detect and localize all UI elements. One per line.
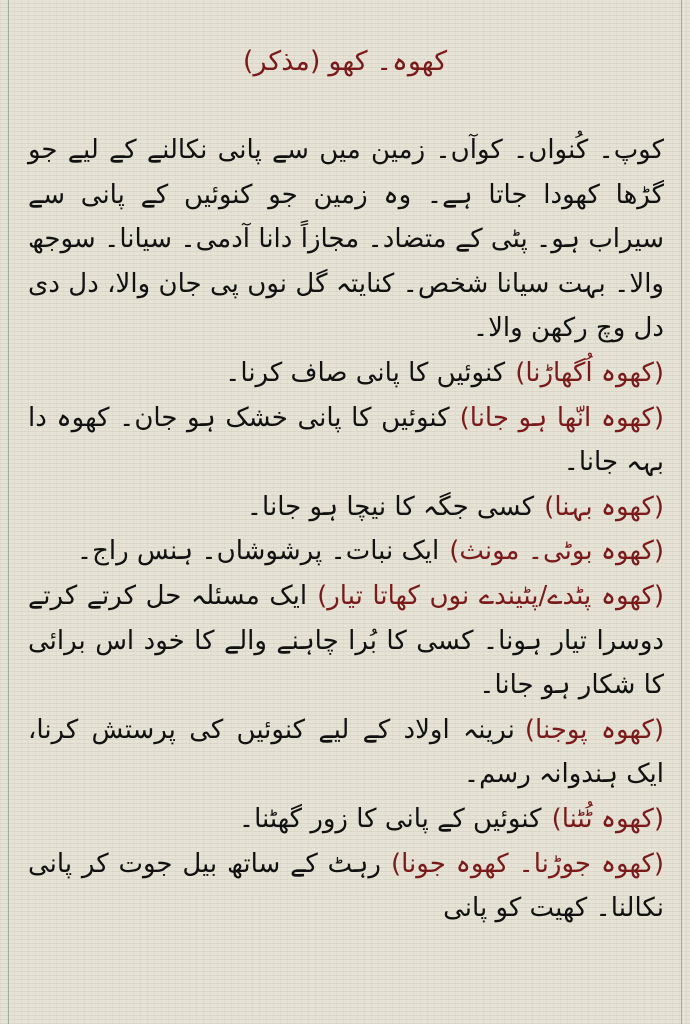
main-definition (28, 128, 664, 351)
idiom-term: (کھوہ ٹُٹنا) (551, 803, 664, 834)
idiom-entry (28, 396, 664, 485)
idiom-entry (28, 708, 664, 797)
definition-line: والا، دل دی دل وچ رکھن والا۔ (28, 268, 664, 344)
headword: کھوہ۔ کھو (328, 46, 448, 77)
idiom-meaning: رہٹ کے ساتھ بیل جوت کر پانی نکالنا۔ کھیت کو پانی (28, 848, 664, 924)
page-title (0, 40, 690, 84)
idiom-meaning: کنوئیں کا پانی صاف کرنا۔ (225, 357, 506, 388)
idiom-entry (28, 529, 664, 574)
idiom-entry (28, 574, 664, 708)
idiom-meaning: کنوئیں کا پانی خشک ہو جان۔ کھوہ دا بہہ جانا۔ (28, 402, 664, 478)
idiom-term: (کھوہ بوٹی۔ مونث) (449, 536, 664, 567)
idiom-entry (28, 351, 664, 396)
idiom-term: (کھوہ جوڑنا۔ کھوہ جونا) (390, 848, 664, 879)
idiom-term: (کھوہ پٹدے/پٹیندے نوں کھاتا تیار) (317, 580, 664, 611)
idiom-term: (کھوہ اُگھاڑنا) (515, 357, 664, 388)
idiom-meaning: ایک مسئلہ حل کرتے کرتے دوسرا (28, 580, 665, 656)
idiom-entry (28, 797, 664, 842)
idiom-entry (28, 842, 664, 931)
definition-line: مجازاً دانا آدمی۔ سیانا۔ سوجھ والا۔ بہت سیانا شخص۔ کنایتہ گل نوں پی جان (28, 224, 664, 299)
idiom-meaning-continued: تیار ہونا۔ کسی کا بُرا چاہنے والے کا خود اس برائی کا شکار ہو جانا۔ (28, 625, 664, 701)
idiom-meaning: نرینہ اولاد کے لیے کنوئیں کی پرستش کرنا، ایک ہندوانہ رسم۔ (28, 714, 664, 790)
definition-line: ہے۔ وہ زمین جو کنوئیں کے پانی سے سیراب ہو۔ پٹی کے متضاد۔ (28, 179, 665, 255)
grammatical-gender: (مذکر) (242, 46, 321, 77)
idiom-meaning: ایک نبات۔ پرشوشاں۔ ہنس راج۔ (76, 536, 440, 567)
idiom-meaning: کنوئیں کے پانی کا زور گھٹنا۔ (238, 803, 542, 834)
idiom-term: (کھوہ انّھا ہو جانا) (459, 402, 664, 433)
idiom-entry (28, 485, 664, 530)
idiom-term: (کھوہ پوجنا) (524, 714, 664, 745)
definition-line: کوپ۔ کُنواں۔ کوآں۔ زمین میں سے پانی نکالنے کے لیے جو گڑھا کھودا جاتا (28, 135, 665, 210)
idiom-meaning: کسی جگہ کا نیچا ہو جانا۔ (246, 491, 535, 522)
idiom-term: (کھوہ بہنا) (544, 491, 664, 522)
dictionary-body (28, 128, 664, 931)
